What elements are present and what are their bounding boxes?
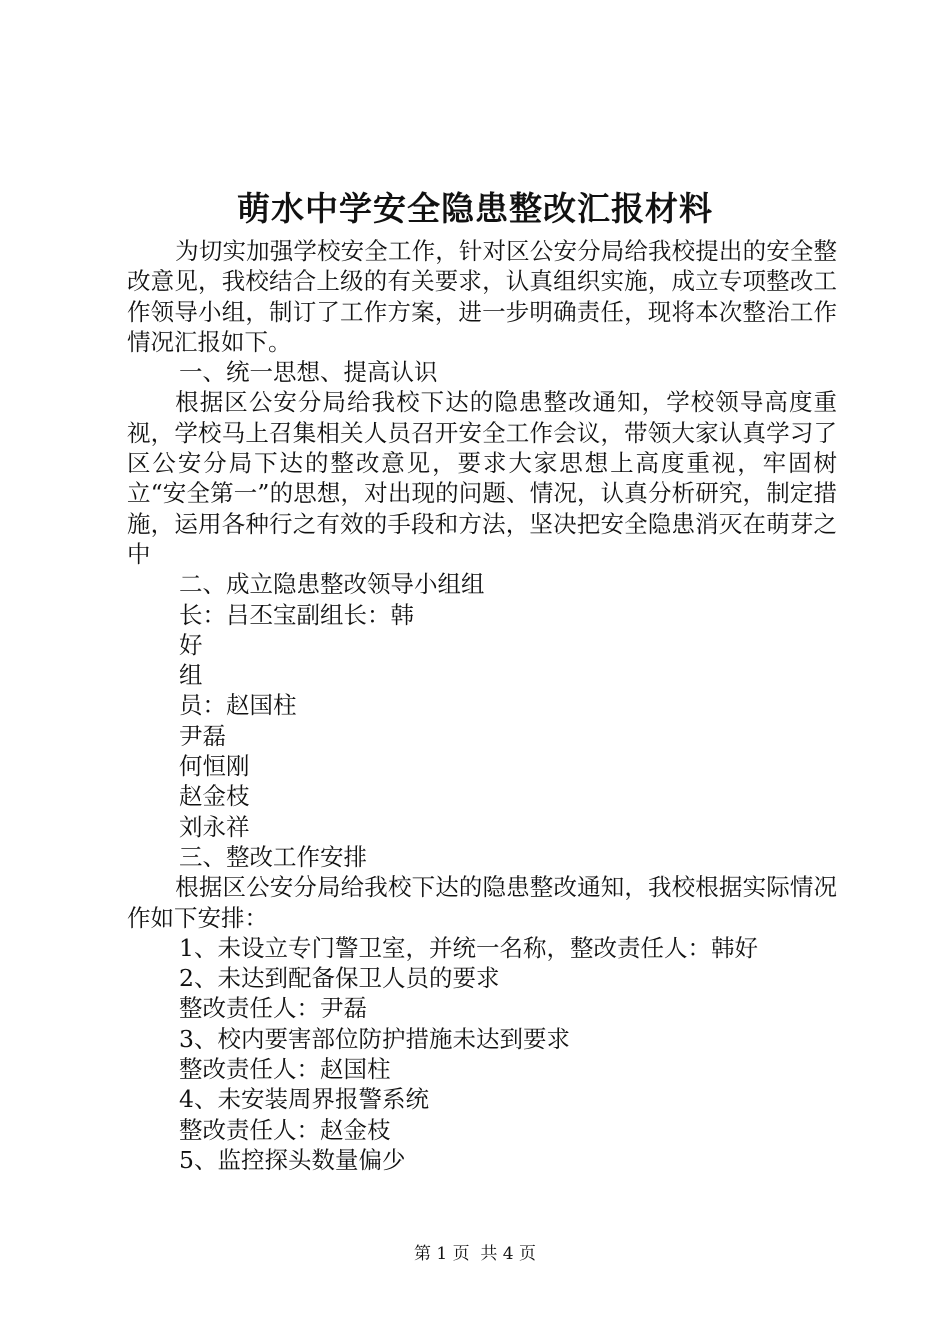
task-line: 整改责任人：尹磊 xyxy=(179,994,367,1023)
task-line: 3、校内要害部位防护措施未达到要求 xyxy=(179,1024,570,1053)
section-heading-3: 三、整改工作安排 xyxy=(179,842,367,871)
team-line: 员：赵国柱 xyxy=(179,691,297,720)
task-line: 整改责任人：赵国柱 xyxy=(179,1055,391,1084)
section-heading-2: 二、成立隐患整改领导小组组 xyxy=(179,570,485,599)
intro-paragraph: 为切实加强学校安全工作，针对区公安分局给我校提出的安全整改意见，我校结合上级的有关要求，认真组织实施，成立专项整改工作领导小组，制订了工作方案，进一步明确责任，现将本次整治工作情况汇报如下。 xyxy=(127,237,837,356)
task-line: 4、未安装周界报警系统 xyxy=(179,1085,429,1114)
document-title: 萌水中学安全隐患整改汇报材料 xyxy=(237,189,713,228)
section-1-paragraph: 根据区公安分局给我校下达的隐患整改通知，学校领导高度重视，学校马上召集相关人员召开安全工作会议，带领大家认真学习了区公安分局下达的整改意见，要求大家思想上高度重视，牢固树立“安全第一”的思想，对出现的问题、情况，认真分析研究，制定措施，运用各种行之有效的手段和方法，坚决把安全隐患消灭在萌芽之中 xyxy=(127,388,837,568)
task-line: 整改责任人：赵金枝 xyxy=(179,1115,391,1144)
team-line: 何恒刚 xyxy=(179,752,250,781)
team-line: 组 xyxy=(179,661,203,690)
team-line: 赵金枝 xyxy=(179,782,250,811)
team-line: 好 xyxy=(179,630,203,659)
task-line: 2、未达到配备保卫人员的要求 xyxy=(179,964,500,993)
document-body xyxy=(127,236,837,1175)
task-line: 5、监控探头数量偏少 xyxy=(179,1145,406,1174)
team-line: 尹磊 xyxy=(179,721,226,750)
task-line: 1、未设立专门警卫室，并统一名称，整改责任人：韩好 xyxy=(179,933,758,962)
section-3-paragraph: 根据区公安分局给我校下达的隐患整改通知，我校根据实际情况作如下安排： xyxy=(127,873,837,932)
section-heading-1: 一、统一思想、提高认识 xyxy=(179,358,438,387)
team-line: 长：吕丕宝副组长：韩 xyxy=(179,600,414,629)
team-line: 刘永祥 xyxy=(179,812,250,841)
page-number-label: 第 1 页 共 4 页 xyxy=(413,1244,537,1264)
page-footer xyxy=(0,1243,950,1265)
